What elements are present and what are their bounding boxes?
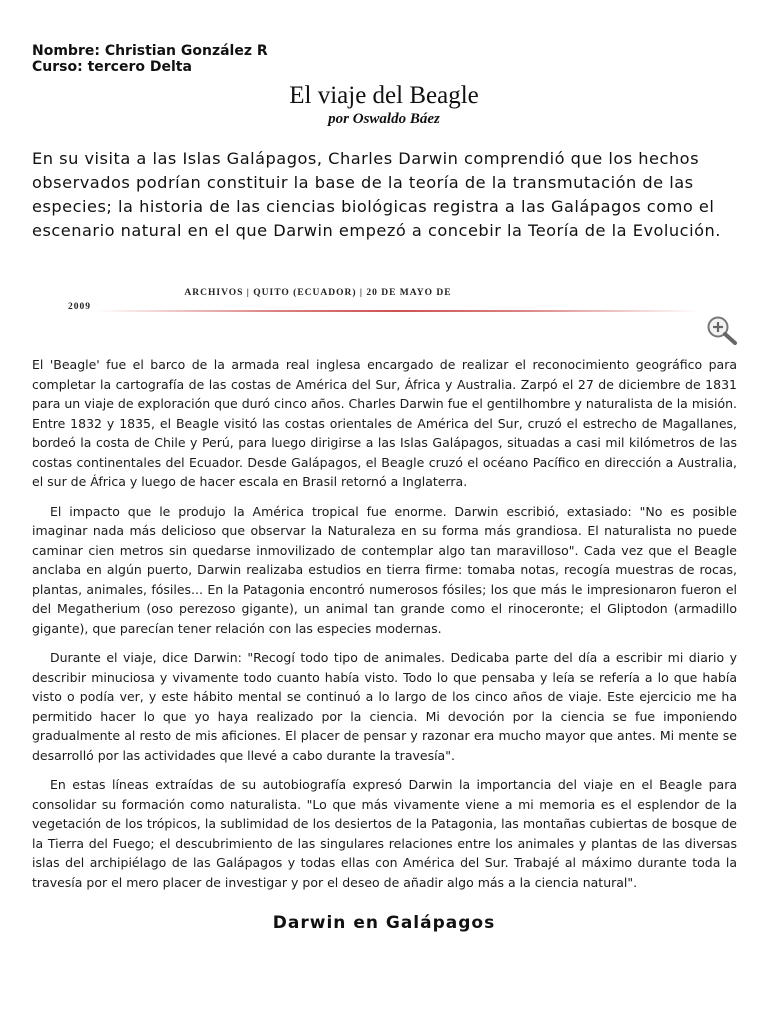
article-byline: por Oswaldo Báez (328, 111, 440, 127)
body-paragraph: El 'Beagle' fue el barco de la armada real inglesa encargado de realizar el reconocimiento geográfico para completar la cartografía de las costas de América del Sur, África y Australia. Zarpó el 27 de diciembre de 1831 para un viaje de exploración que duró cinco años. Charles Darwin fue el gentilhombre y naturalista de la misión. Entre 1832 y 1835, el Beagle visitó las costas orientales de América del Sur, cruzó el estrecho de Magallanes, bordeó la costa de Chile y Perú, para luego dirigirse a las Islas Galápagos, situadas a casi mil kilómetros de las costas continentales del Ecuador. Desde Galápagos, el Beagle cruzó el océano Pacífico en dirección a Australia, el sur de África y luego de hacer escala en Brasil retornó a Inglaterra. (32, 357, 737, 489)
student-name: Nombre: Christian González R (32, 43, 268, 59)
article-lead: En su visita a las Islas Galápagos, Charles Darwin comprendió que los hechos observados podrían constituir la base de la teoría de la transmutación de las especies; la historia de las ciencias biológicas registra a las Galápagos como el escenario natural en el que Darwin empezó a concebir la Teoría de la Evolución. (32, 149, 721, 240)
zoom-in-icon[interactable] (704, 314, 740, 346)
body-paragraph: En estas líneas extraídas de su autobiografía expresó Darwin la importancia del viaje en el Beagle para consolidar su formación como naturalista. "Lo que más vivamente viene a mi memoria es el esplendor de la vegetación de los trópicos, la sublimidad de los desiertos de la Patagonia, las montañas cubiertas de bosque de la Tierra del Fuego; el descubrimiento de las singulares relaciones entre los animales y plantas de las diversas islas del archipiélago de las Galápagos y todas ellas con América del Sur. Trabajé al máximo durante toda la travesía por el mero placer de investigar y por el deseo de añadir algo más a la ciencia natural". (32, 777, 737, 890)
student-course: Curso: tercero Delta (32, 59, 192, 75)
body-paragraph: El impacto que le produjo la América tropical fue enorme. Darwin escribió, extasiado: "No es posible imaginar nada más delicioso que observar la Naturaleza en su forma más grandiosa. El naturalista no puede caminar cien metros sin quedarse inmovilizado de contemplar algo tan maravilloso". Cada vez que el Beagle anclaba en algún puerto, Darwin realizaba estudios en tierra firme: tomaba notas, recogía muestras de rocas, plantas, animales, fósiles... En la Patagonia encontró numerosos fósiles; los que más le impresionaron fueron el del Megatherium (oso perezoso gigante), un animal tan grande como el rinoceronte; el Gliptodon (armadillo gigante), que parecían tener relación con las especies modernas. (32, 503, 737, 636)
body-paragraph: Durante el viaje, dice Darwin: "Recogí todo tipo de animales. Dedicaba parte del día a escribir mi diario y describir minuciosa y vivamente todo cuanto había visto. Todo lo que pensaba y leía se refería a lo que había visto o podía ver, y este hábito mental se continuó a lo largo de los cinco años de viaje. Este ejercicio me ha permitido hacer lo que yo haya realizado por la ciencia. Mi devoción por la ciencia se fue imponiendo gradualmente al resto de mis aficiones. El placer de pensar y razonar era mucho mayor que antes. Mi mente se desarrolló por las actividades que llevé a cabo durante la travesía". (32, 650, 737, 763)
dateline-part-2: 2009 (68, 302, 91, 312)
article-body (32, 355, 737, 902)
divider-rule (95, 310, 700, 312)
student-info (32, 43, 268, 75)
dateline-part-1: ARCHIVOS | QUITO (ECUADOR) | 20 DE MAYO DE (184, 288, 452, 298)
section-heading: Darwin en Galápagos (272, 913, 496, 933)
article-title: El viaje del Beagle (289, 82, 479, 109)
